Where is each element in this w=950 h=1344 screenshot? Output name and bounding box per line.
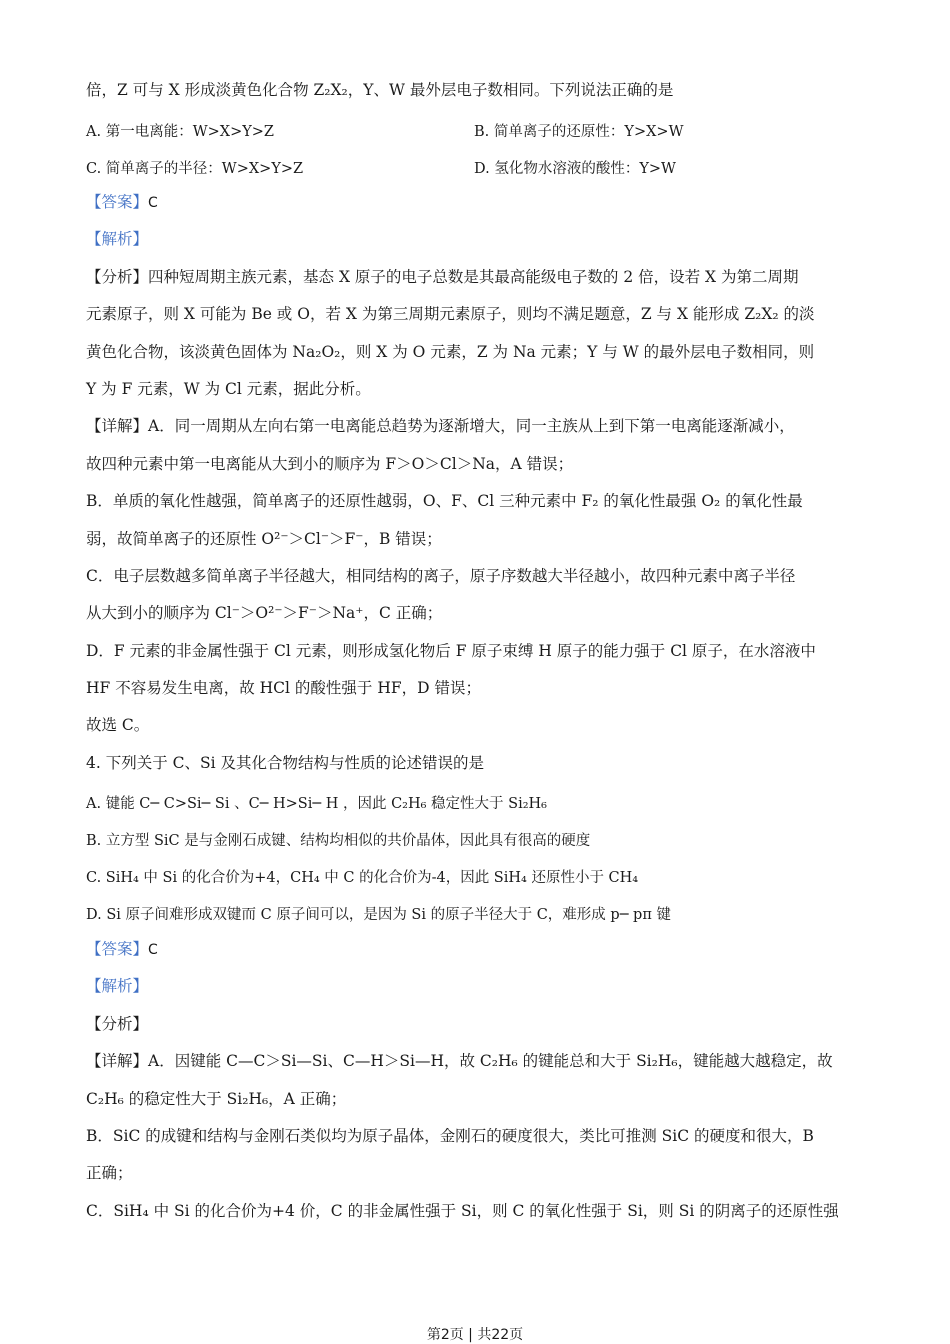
answer-value: C — [148, 195, 158, 211]
q4-detail-line-4: C．SiH₄ 中 Si 的化合价为+4 价，C 的非金属性强于 Si，则 C 的氧化性强于 Si，则 Si 的阴离子的还原性强 — [86, 1201, 839, 1220]
q3-detail-line-2: B．单质的氧化性越强，简单离子的还原性越弱，O、F、Cl 三种元素中 F₂ 的氧化性最强 O₂ 的氧化性最 — [86, 492, 803, 511]
q3-answer-block — [86, 184, 866, 782]
q4-option-a: A. 键能 C─ C>Si─ Si 、C─ H>Si─ H ，因此 C₂H₆ 稳定性大于 Si₂H₆ — [86, 796, 547, 812]
q4-option-b: B. 立方型 SiC 是与金刚石成键、结构均相似的共价晶体，因此具有很高的硬度 — [86, 833, 591, 849]
q4-detail-line-2: B．SiC 的成键和结构与金刚石类似均为原子晶体，金刚石的硬度很大，类比可推测 SiC 的硬度和很大，B — [86, 1126, 814, 1145]
q3-detail-line-6: D．F 元素的非金属性强于 Cl 元素，则形成氢化物后 F 原子束缚 H 原子的能力强于 Cl 原子，在水溶液中 — [86, 641, 816, 660]
q4-detail-line-1: C₂H₆ 的稳定性大于 Si₂H₆，A 正确； — [86, 1089, 347, 1108]
q3-detail-line-4: C．电子层数越多简单离子半径越大，相同结构的离子，原子序数越大半径越小，故四种元素中离子半径 — [86, 566, 796, 585]
answer-tag: 【答案】 — [86, 193, 149, 211]
q3-stem-tail: 倍，Z 可与 X 形成淡黄色化合物 Z₂X₂，Y、W 最外层电子数相同。下列说法正确的是 — [86, 81, 674, 99]
answer-value: C — [148, 942, 158, 958]
q3-option-c: C. 简单离子的半径：W>X>Y>Z — [86, 161, 304, 177]
q3-fenxi-line-1: 元素原子，则 X 可能为 Be 或 O，若 X 为第三周期元素原子，则均不满足题意，Z 与 X 能形成 Z₂X₂ 的淡 — [86, 305, 815, 324]
q3-option-d: D. 氢化物水溶液的酸性：Y>W — [474, 161, 676, 177]
q3-answer-line — [86, 184, 866, 221]
detail-tag: 【详解】 — [86, 417, 149, 436]
q4-option-d: D. Si 原子间难形成双键而 C 原子间可以，是因为 Si 的原子半径大于 C，难形成 p─ pπ 键 — [86, 907, 671, 923]
q3-detail-line-3: 弱，故简单离子的还原性 O²⁻＞Cl⁻＞F⁻，B 错误； — [86, 529, 442, 548]
q4-detail-line-0: 【详解】A．因键能 C—C＞Si—Si、C—H＞Si—H，故 C₂H₆ 的键能总和大于 Si₂H₆，键能越大越稳定，故 — [86, 1052, 833, 1071]
q3-block — [86, 72, 866, 109]
q3-analysis-line — [86, 221, 866, 258]
q4-option-c: C. SiH₄ 中 Si 的化合价为+4，CH₄ 中 C 的化合价为-4，因此 SiH₄ 还原性小于 CH₄ — [86, 870, 639, 886]
q4-answer-block — [86, 931, 866, 1230]
q3-detail-line-1: 故四种元素中第一电离能从大到小的顺序为 F＞O＞Cl＞Na，A 错误； — [86, 454, 574, 473]
q4-answer-line — [86, 931, 866, 968]
q3-option-a: A. 第一电离能：W>X>Y>Z — [86, 124, 275, 140]
q3-option-b: B. 简单离子的还原性：Y>X>W — [474, 124, 684, 140]
analysis-tag: 【解析】 — [86, 977, 149, 996]
q3-fenxi-line-3: Y 为 F 元素，W 为 Cl 元素，据此分析。 — [86, 379, 371, 398]
analysis-tag: 【解析】 — [86, 230, 149, 249]
q4-stem: 4. 下列关于 C、Si 及其化合物结构与性质的论述错误的是 — [86, 753, 485, 772]
q3-detail-line-8: 故选 C。 — [86, 716, 150, 735]
q4-fenxi-line — [86, 1006, 866, 1043]
q3-fenxi-line-0: 【分析】四种短周期主族元素，基态 X 原子的电子总数是其最高能级电子数的 2 倍，设若 X 为第二周期 — [86, 267, 799, 286]
q3-detail-line-7: HF 不容易发生电离，故 HCl 的酸性强于 HF，D 错误； — [86, 679, 481, 698]
q3-detail-line-0: 【详解】A．同一周期从左向右第一电离能总趋势为逐渐增大，同一主族从上到下第一电离能逐渐减小， — [86, 417, 795, 436]
q3-fenxi-line-2: 黄色化合物，该淡黄色固体为 Na₂O₂，则 X 为 O 元素，Z 为 Na 元素；Y 与 W 的最外层电子数相同，则 — [86, 342, 815, 361]
detail-tag: 【详解】 — [86, 1052, 149, 1071]
page-footer: 第2页 | 共22页 — [426, 1327, 524, 1343]
q4-analysis-line — [86, 968, 866, 1005]
fenxi-tag: 【分析】 — [86, 267, 149, 286]
fenxi-tag: 【分析】 — [86, 1014, 149, 1033]
q3-detail-line-5: 从大到小的顺序为 Cl⁻＞O²⁻＞F⁻＞Na⁺，C 正确； — [86, 604, 443, 623]
q4-detail-line-3: 正确； — [86, 1164, 133, 1183]
answer-tag: 【答案】 — [86, 940, 149, 958]
